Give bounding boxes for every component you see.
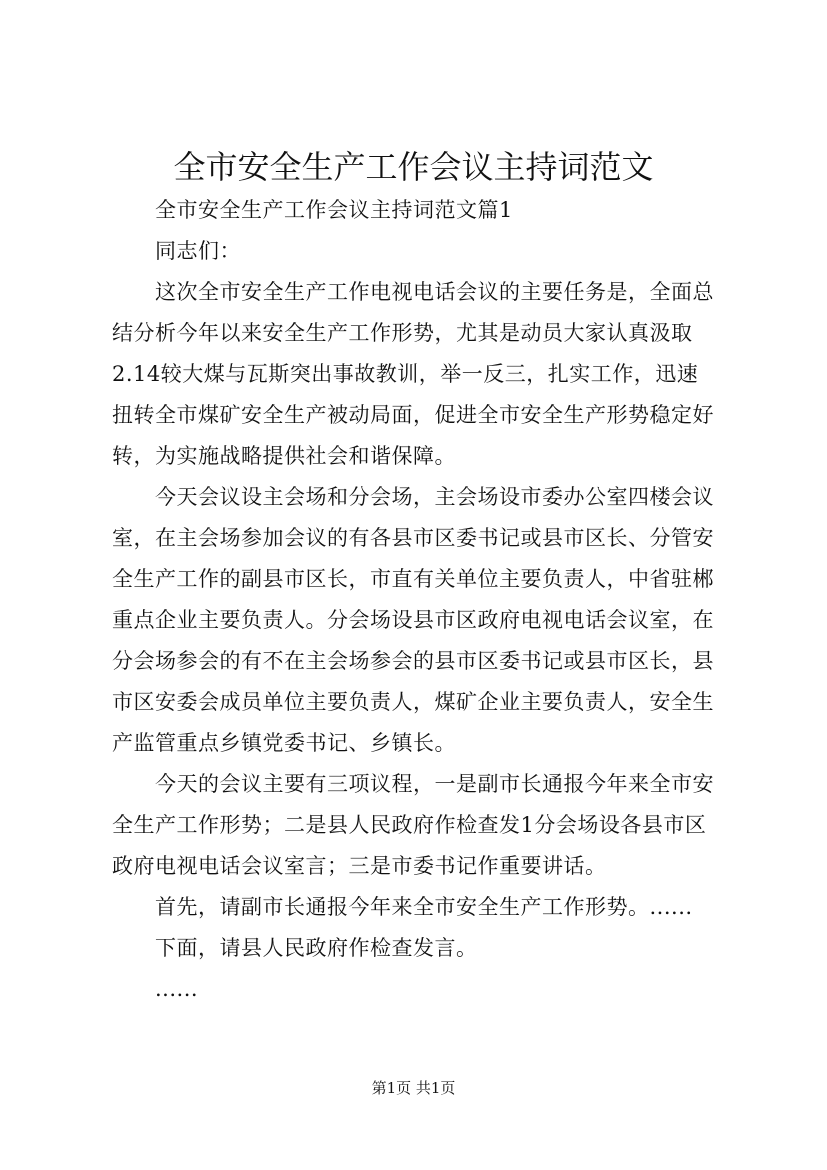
paragraph-3-line-1: 今天的会议主要有三项议程，一是副市长通报今年来全市安 bbox=[155, 772, 714, 796]
paragraph-1-line-1: 这次全市安全生产工作电视电话会议的主要任务是，全面总 bbox=[155, 280, 714, 304]
paragraph-2-line-7: 产监管重点乡镇党委书记、乡镇长。 bbox=[112, 731, 456, 755]
paragraph-1-line-5: 转，为实施战略提供社会和谐保障。 bbox=[112, 444, 456, 468]
document-body bbox=[112, 190, 732, 1010]
paragraph-2-line-3: 全生产工作的副县市区长，市直有关单位主要负责人，中省驻郴 bbox=[112, 567, 714, 591]
paragraph-2-line-1: 今天会议设主会场和分会场，主会场设市委办公室四楼会议 bbox=[155, 485, 714, 509]
greeting-line: 同志们： bbox=[155, 239, 241, 263]
paragraph-1-line-3: 2.14较大煤与瓦斯突出事故教训，举一反三，扎实工作，迅速 bbox=[112, 362, 699, 386]
paragraph-2-line-5: 分会场参会的有不在主会场参会的县市区委书记或县市区长，县 bbox=[112, 649, 714, 673]
paragraph-1-line-4: 扭转全市煤矿安全生产被动局面，促进全市安全生产形势稳定好 bbox=[112, 403, 714, 427]
paragraph-2-line-4: 重点企业主要负责人。分会场设县市区政府电视电话会议室，在 bbox=[112, 608, 714, 632]
document-title: 全市安全生产工作会议主持词范文 bbox=[173, 148, 654, 186]
paragraph-1-line-2: 结分析今年以来安全生产工作形势，尤其是动员大家认真汲取 bbox=[112, 321, 693, 345]
paragraph-2-line-2: 室，在主会场参加会议的有各县市区委书记或县市区长、分管安 bbox=[112, 526, 714, 550]
page-footer: 第1页 共1页 bbox=[371, 1079, 456, 1097]
paragraph-3-line-2: 全生产工作形势；二是县人民政府作检查发1分会场设各县市区 bbox=[112, 813, 707, 837]
subtitle-line: 全市安全生产工作会议主持词范文篇1 bbox=[155, 198, 513, 222]
ellipsis-line: ...... bbox=[155, 977, 199, 1001]
paragraph-2-line-6: 市区安委会成员单位主要负责人，煤矿企业主要负责人，安全生 bbox=[112, 690, 714, 714]
paragraph-5-line-1: 下面，请县人民政府作检查发言。 bbox=[155, 936, 478, 960]
paragraph-4-line-1: 首先，请副市长通报今年来全市安全生产工作形势。...... bbox=[155, 895, 693, 919]
paragraph-3-line-3: 政府电视电话会议室言；三是市委书记作重要讲话。 bbox=[112, 854, 607, 878]
